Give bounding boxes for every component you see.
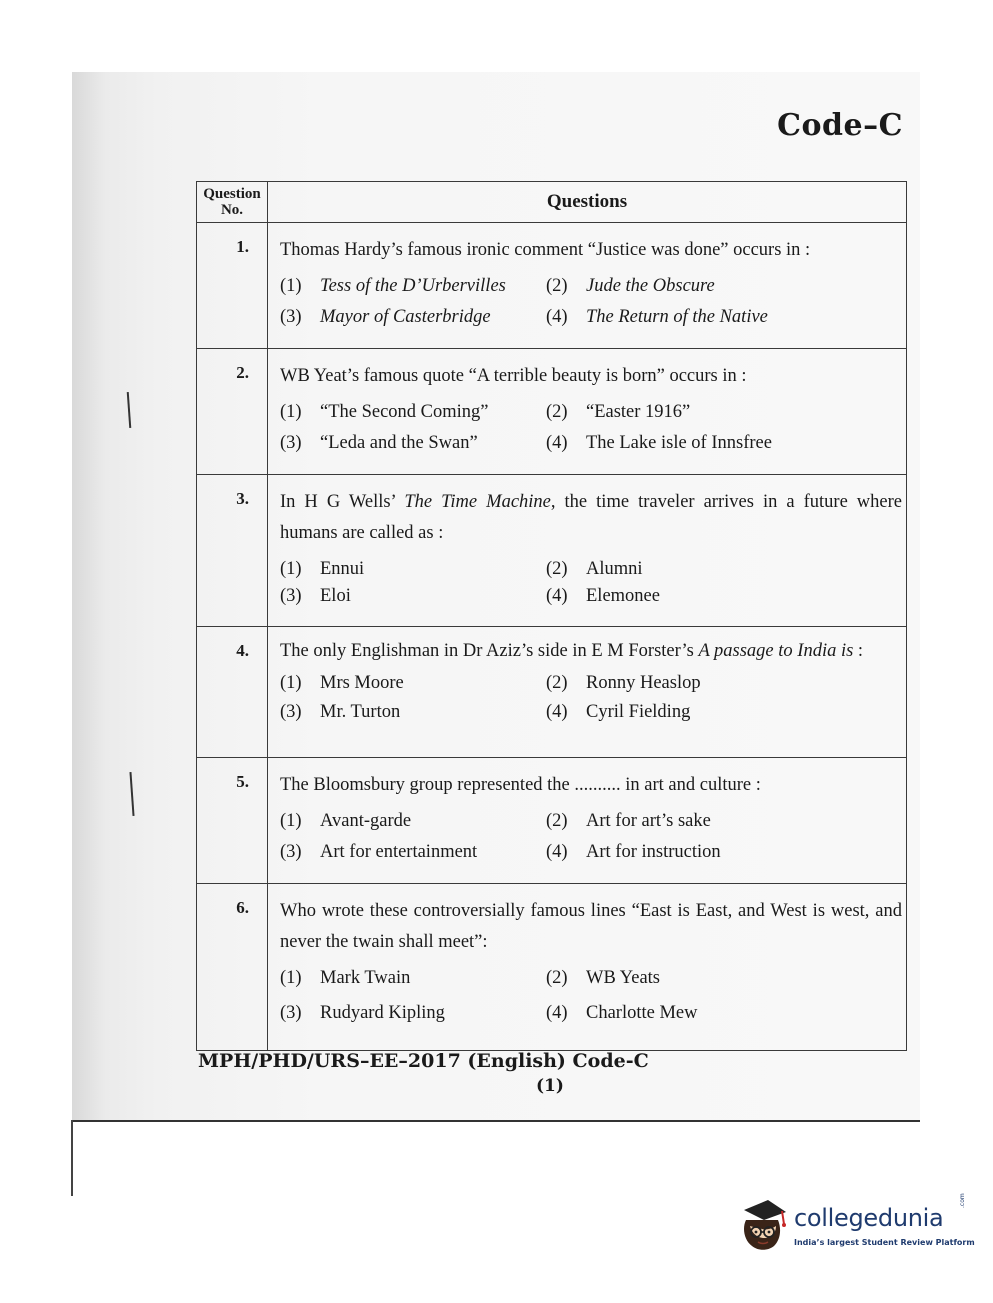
option: (4) Elemonee: [546, 586, 660, 606]
option: (1) “The Second Coming”: [280, 402, 489, 422]
footer-paper-code: MPH/PHD/URS–EE–2017 (English) Code-C: [198, 1050, 649, 1072]
table-header-row: [197, 182, 907, 223]
brand-suffix: .com: [959, 1193, 966, 1208]
option: (3) Art for entertainment: [280, 842, 478, 862]
options-grid: [280, 276, 902, 328]
option: (2) WB Yeats: [546, 968, 661, 988]
question-row: [197, 223, 907, 349]
option: (1) Mark Twain: [280, 968, 411, 988]
question-stem: WB Yeat’s famous quote “A terrible beauty is born” occurs in :: [280, 366, 747, 386]
question-body: [268, 475, 907, 627]
option: (1) Ennui: [280, 559, 365, 579]
option: (1) Tess of the D’Urbervilles: [280, 276, 506, 296]
options-grid: [280, 402, 902, 454]
question-stem: Thomas Hardy’s famous ironic comment “Justice was done” occurs in :: [280, 240, 811, 260]
question-number: 6.: [197, 884, 268, 1051]
options-grid: [280, 559, 902, 607]
page-edge-line: [72, 1120, 920, 1122]
brand-logo: [738, 1193, 975, 1262]
code-heading: Code–C: [777, 108, 903, 143]
option: (3) Eloi: [280, 586, 351, 606]
brand-name: collegedunia: [794, 1204, 944, 1232]
option: (2) Jude the Obscure: [546, 276, 715, 296]
questions-header: Questions: [268, 182, 907, 223]
option: (2) “Easter 1916”: [546, 402, 691, 422]
question-body: [268, 884, 907, 1051]
options-grid: [280, 968, 902, 1024]
page-number: (1): [536, 1076, 564, 1096]
option: (4) The Lake isle of Innsfree: [546, 433, 772, 453]
options-grid: [280, 673, 902, 723]
question-body: [268, 223, 907, 349]
option: (2) Ronny Heaslop: [546, 673, 701, 693]
question-row: [197, 627, 907, 758]
question-body: [268, 758, 907, 884]
question-stem: Who wrote these controversially famous lines “East is East, and West is west, and never the twain shall meet”:: [280, 901, 902, 952]
option: (1) Avant-garde: [280, 811, 412, 831]
question-row: [197, 758, 907, 884]
option: (3) “Leda and the Swan”: [280, 433, 478, 453]
question-number: 3.: [197, 475, 268, 627]
option: (3) Mayor of Casterbridge: [280, 307, 491, 327]
option: (2) Alumni: [546, 559, 643, 579]
questions-table: [196, 181, 907, 1051]
question-row: [197, 349, 907, 475]
question-number: 2.: [197, 349, 268, 475]
brand-tagline: India’s largest Student Review Platform: [794, 1238, 975, 1247]
option: (3) Rudyard Kipling: [280, 1003, 445, 1023]
question-number: 1.: [197, 223, 268, 349]
option: (2) Art for art’s sake: [546, 811, 711, 831]
question-stem: The only Englishman in Dr Aziz’s side in E M Forster’s A passage to India is :: [280, 641, 864, 661]
page-edge-line-left: [71, 1120, 73, 1196]
option: (4) Charlotte Mew: [546, 1003, 698, 1023]
question-number-header: Question No.: [197, 182, 268, 223]
question-row: [197, 475, 907, 627]
question-number: 5.: [197, 758, 268, 884]
option: (4) Cyril Fielding: [546, 702, 691, 722]
question-stem: The Bloomsbury group represented the .......... in art and culture :: [280, 775, 761, 795]
option: (1) Mrs Moore: [280, 673, 404, 693]
question-row: [197, 884, 907, 1051]
question-stem: In H G Wells’ The Time Machine, the time traveler arrives in a future where humans are called as :: [280, 492, 902, 543]
options-grid: [280, 811, 902, 863]
option: (3) Mr. Turton: [280, 702, 401, 722]
student-mascot-icon: [738, 1198, 790, 1256]
option: (4) Art for instruction: [546, 842, 721, 862]
question-body: [268, 349, 907, 475]
question-number: 4.: [197, 627, 268, 758]
option: (4) The Return of the Native: [546, 307, 768, 327]
question-body: [268, 627, 907, 758]
